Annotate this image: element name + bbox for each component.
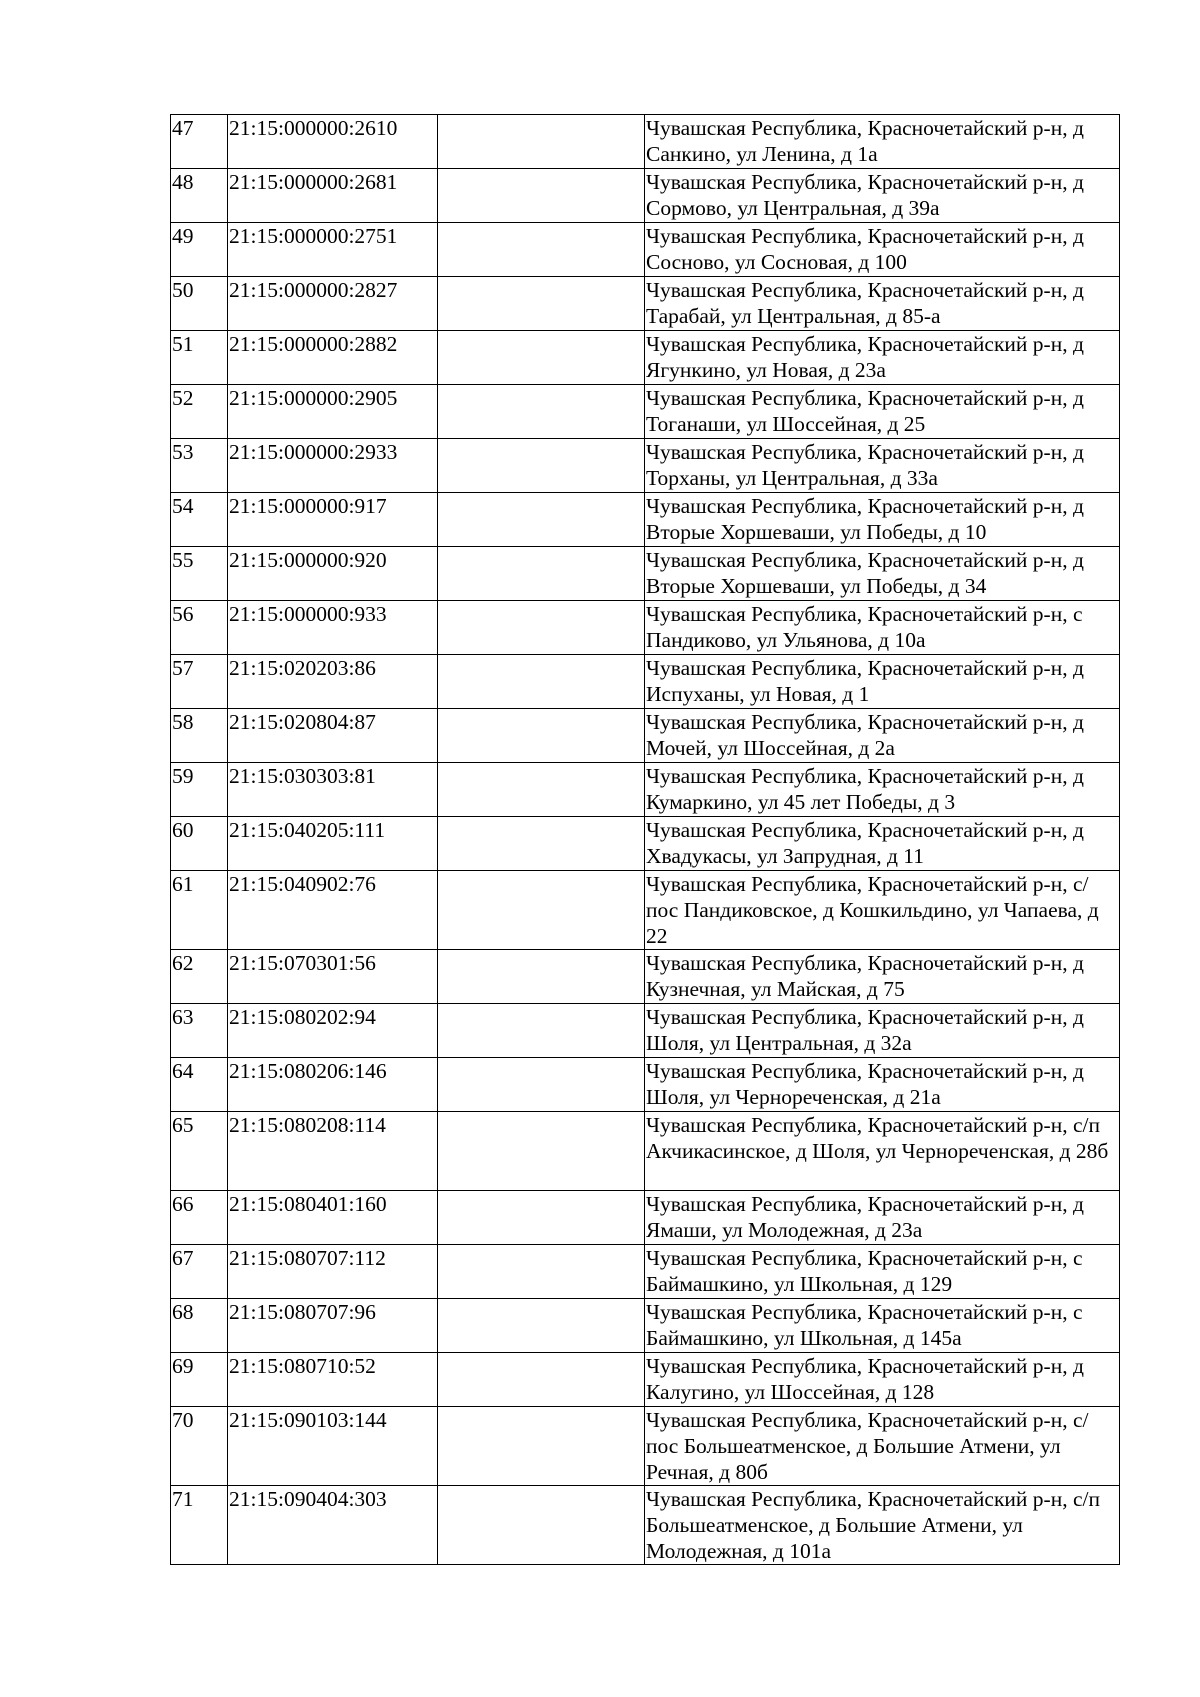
cadastral-number: 21:15:020203:86 xyxy=(228,655,438,709)
empty-cell xyxy=(438,1245,645,1299)
cadastral-number: 21:15:030303:81 xyxy=(228,763,438,817)
empty-cell xyxy=(438,385,645,439)
cadastral-number: 21:15:000000:2827 xyxy=(228,277,438,331)
table-row xyxy=(171,115,1120,169)
address: Чувашская Республика, Красночетайский р-н, с Баймашкино, ул Школьная, д 145а xyxy=(645,1299,1120,1353)
table-row xyxy=(171,1004,1120,1058)
cadastral-number: 21:15:040902:76 xyxy=(228,871,438,950)
address: Чувашская Республика, Красночетайский р-н, д Хвадукасы, ул Запрудная, д 11 xyxy=(645,817,1120,871)
row-number: 63 xyxy=(171,1004,228,1058)
empty-cell xyxy=(438,1299,645,1353)
cadastral-number: 21:15:080710:52 xyxy=(228,1353,438,1407)
row-number: 48 xyxy=(171,169,228,223)
row-number: 58 xyxy=(171,709,228,763)
cadastral-number: 21:15:000000:933 xyxy=(228,601,438,655)
row-number: 57 xyxy=(171,655,228,709)
address: Чувашская Республика, Красночетайский р-н, д Вторые Хоршеваши, ул Победы, д 34 xyxy=(645,547,1120,601)
table-row xyxy=(171,1112,1120,1191)
cadastral-number: 21:15:000000:917 xyxy=(228,493,438,547)
empty-cell xyxy=(438,871,645,950)
empty-cell xyxy=(438,277,645,331)
cadastral-number: 21:15:000000:2905 xyxy=(228,385,438,439)
empty-cell xyxy=(438,1353,645,1407)
row-number: 66 xyxy=(171,1191,228,1245)
empty-cell xyxy=(438,439,645,493)
table-row xyxy=(171,1353,1120,1407)
row-number: 52 xyxy=(171,385,228,439)
cadastral-number: 21:15:020804:87 xyxy=(228,709,438,763)
row-number: 56 xyxy=(171,601,228,655)
address: Чувашская Республика, Красночетайский р-н, д Сосново, ул Сосновая, д 100 xyxy=(645,223,1120,277)
address: Чувашская Республика, Красночетайский р-н, с Пандиково, ул Ульянова, д 10а xyxy=(645,601,1120,655)
row-number: 49 xyxy=(171,223,228,277)
address: Чувашская Республика, Красночетайский р-н, с Баймашкино, ул Школьная, д 129 xyxy=(645,1245,1120,1299)
empty-cell xyxy=(438,655,645,709)
empty-cell xyxy=(438,817,645,871)
address: Чувашская Республика, Красночетайский р-н, д Санкино, ул Ленина, д 1а xyxy=(645,115,1120,169)
empty-cell xyxy=(438,223,645,277)
address: Чувашская Республика, Красночетайский р-н, д Тоганаши, ул Шоссейная, д 25 xyxy=(645,385,1120,439)
row-number: 53 xyxy=(171,439,228,493)
cadastral-number: 21:15:000000:920 xyxy=(228,547,438,601)
row-number: 68 xyxy=(171,1299,228,1353)
address: Чувашская Республика, Красночетайский р-н, д Испуханы, ул Новая, д 1 xyxy=(645,655,1120,709)
empty-cell xyxy=(438,1407,645,1486)
table-row xyxy=(171,1058,1120,1112)
address: Чувашская Республика, Красночетайский р-н, д Ягункино, ул Новая, д 23а xyxy=(645,331,1120,385)
table-row xyxy=(171,1191,1120,1245)
address: Чувашская Республика, Красночетайский р-н, д Шоля, ул Центральная, д 32а xyxy=(645,1004,1120,1058)
table-row xyxy=(171,493,1120,547)
table-row xyxy=(171,277,1120,331)
cadastral-number: 21:15:040205:111 xyxy=(228,817,438,871)
cadastral-number: 21:15:000000:2681 xyxy=(228,169,438,223)
address: Чувашская Республика, Красночетайский р-н, с/п Акчикасинское, д Шоля, ул Чернореченская, д 28б xyxy=(645,1112,1120,1191)
table-row xyxy=(171,439,1120,493)
address: Чувашская Республика, Красночетайский р-н, с/пос Большеатменское, д Большие Атмени, ул Речная, д 80б xyxy=(645,1407,1120,1486)
address: Чувашская Республика, Красночетайский р-н, д Шоля, ул Чернореченская, д 21а xyxy=(645,1058,1120,1112)
row-number: 51 xyxy=(171,331,228,385)
cadastral-number: 21:15:080401:160 xyxy=(228,1191,438,1245)
empty-cell xyxy=(438,709,645,763)
table-body xyxy=(171,115,1120,1565)
address: Чувашская Республика, Красночетайский р-н, д Сормово, ул Центральная, д 39а xyxy=(645,169,1120,223)
row-number: 50 xyxy=(171,277,228,331)
table-row xyxy=(171,223,1120,277)
table-row xyxy=(171,1407,1120,1486)
address: Чувашская Республика, Красночетайский р-н, д Торханы, ул Центральная, д 33а xyxy=(645,439,1120,493)
cadastral-number: 21:15:080206:146 xyxy=(228,1058,438,1112)
empty-cell xyxy=(438,1004,645,1058)
table-row xyxy=(171,169,1120,223)
address: Чувашская Республика, Красночетайский р-н, д Кумаркино, ул 45 лет Победы, д 3 xyxy=(645,763,1120,817)
cadastral-number: 21:15:090404:303 xyxy=(228,1486,438,1565)
address: Чувашская Республика, Красночетайский р-н, д Мочей, ул Шоссейная, д 2а xyxy=(645,709,1120,763)
address: Чувашская Республика, Красночетайский р-н, д Ямаши, ул Молодежная, д 23а xyxy=(645,1191,1120,1245)
address: Чувашская Республика, Красночетайский р-н, д Кузнечная, ул Майская, д 75 xyxy=(645,950,1120,1004)
row-number: 64 xyxy=(171,1058,228,1112)
table-row xyxy=(171,601,1120,655)
table-row xyxy=(171,1299,1120,1353)
property-table xyxy=(170,114,1120,1565)
row-number: 62 xyxy=(171,950,228,1004)
empty-cell xyxy=(438,1486,645,1565)
empty-cell xyxy=(438,1112,645,1191)
cadastral-number: 21:15:080707:96 xyxy=(228,1299,438,1353)
table-row xyxy=(171,547,1120,601)
cadastral-number: 21:15:000000:2882 xyxy=(228,331,438,385)
table-row xyxy=(171,331,1120,385)
row-number: 61 xyxy=(171,871,228,950)
table-row xyxy=(171,385,1120,439)
cadastral-number: 21:15:080208:114 xyxy=(228,1112,438,1191)
row-number: 67 xyxy=(171,1245,228,1299)
empty-cell xyxy=(438,547,645,601)
table-row xyxy=(171,763,1120,817)
table-row xyxy=(171,709,1120,763)
row-number: 70 xyxy=(171,1407,228,1486)
address: Чувашская Республика, Красночетайский р-н, с/п Большеатменское, д Большие Атмени, ул Молодежная, д 101а xyxy=(645,1486,1120,1565)
table-row xyxy=(171,1486,1120,1565)
cadastral-number: 21:15:000000:2751 xyxy=(228,223,438,277)
row-number: 47 xyxy=(171,115,228,169)
address: Чувашская Республика, Красночетайский р-н, с/пос Пандиковское, д Кошкильдино, ул Чапаева, д 22 xyxy=(645,871,1120,950)
cadastral-number: 21:15:000000:2610 xyxy=(228,115,438,169)
table-row xyxy=(171,1245,1120,1299)
table-row xyxy=(171,950,1120,1004)
cadastral-number: 21:15:070301:56 xyxy=(228,950,438,1004)
empty-cell xyxy=(438,493,645,547)
address: Чувашская Республика, Красночетайский р-н, д Тарабай, ул Центральная, д 85-а xyxy=(645,277,1120,331)
row-number: 55 xyxy=(171,547,228,601)
empty-cell xyxy=(438,1058,645,1112)
table-row xyxy=(171,871,1120,950)
address: Чувашская Республика, Красночетайский р-н, д Вторые Хоршеваши, ул Победы, д 10 xyxy=(645,493,1120,547)
table-row xyxy=(171,655,1120,709)
row-number: 59 xyxy=(171,763,228,817)
address: Чувашская Республика, Красночетайский р-н, д Калугино, ул Шоссейная, д 128 xyxy=(645,1353,1120,1407)
empty-cell xyxy=(438,763,645,817)
empty-cell xyxy=(438,601,645,655)
cadastral-number: 21:15:000000:2933 xyxy=(228,439,438,493)
row-number: 60 xyxy=(171,817,228,871)
row-number: 69 xyxy=(171,1353,228,1407)
cadastral-number: 21:15:080707:112 xyxy=(228,1245,438,1299)
cadastral-number: 21:15:080202:94 xyxy=(228,1004,438,1058)
row-number: 65 xyxy=(171,1112,228,1191)
empty-cell xyxy=(438,115,645,169)
table-row xyxy=(171,817,1120,871)
cadastral-number: 21:15:090103:144 xyxy=(228,1407,438,1486)
empty-cell xyxy=(438,169,645,223)
empty-cell xyxy=(438,950,645,1004)
empty-cell xyxy=(438,1191,645,1245)
row-number: 71 xyxy=(171,1486,228,1565)
empty-cell xyxy=(438,331,645,385)
row-number: 54 xyxy=(171,493,228,547)
